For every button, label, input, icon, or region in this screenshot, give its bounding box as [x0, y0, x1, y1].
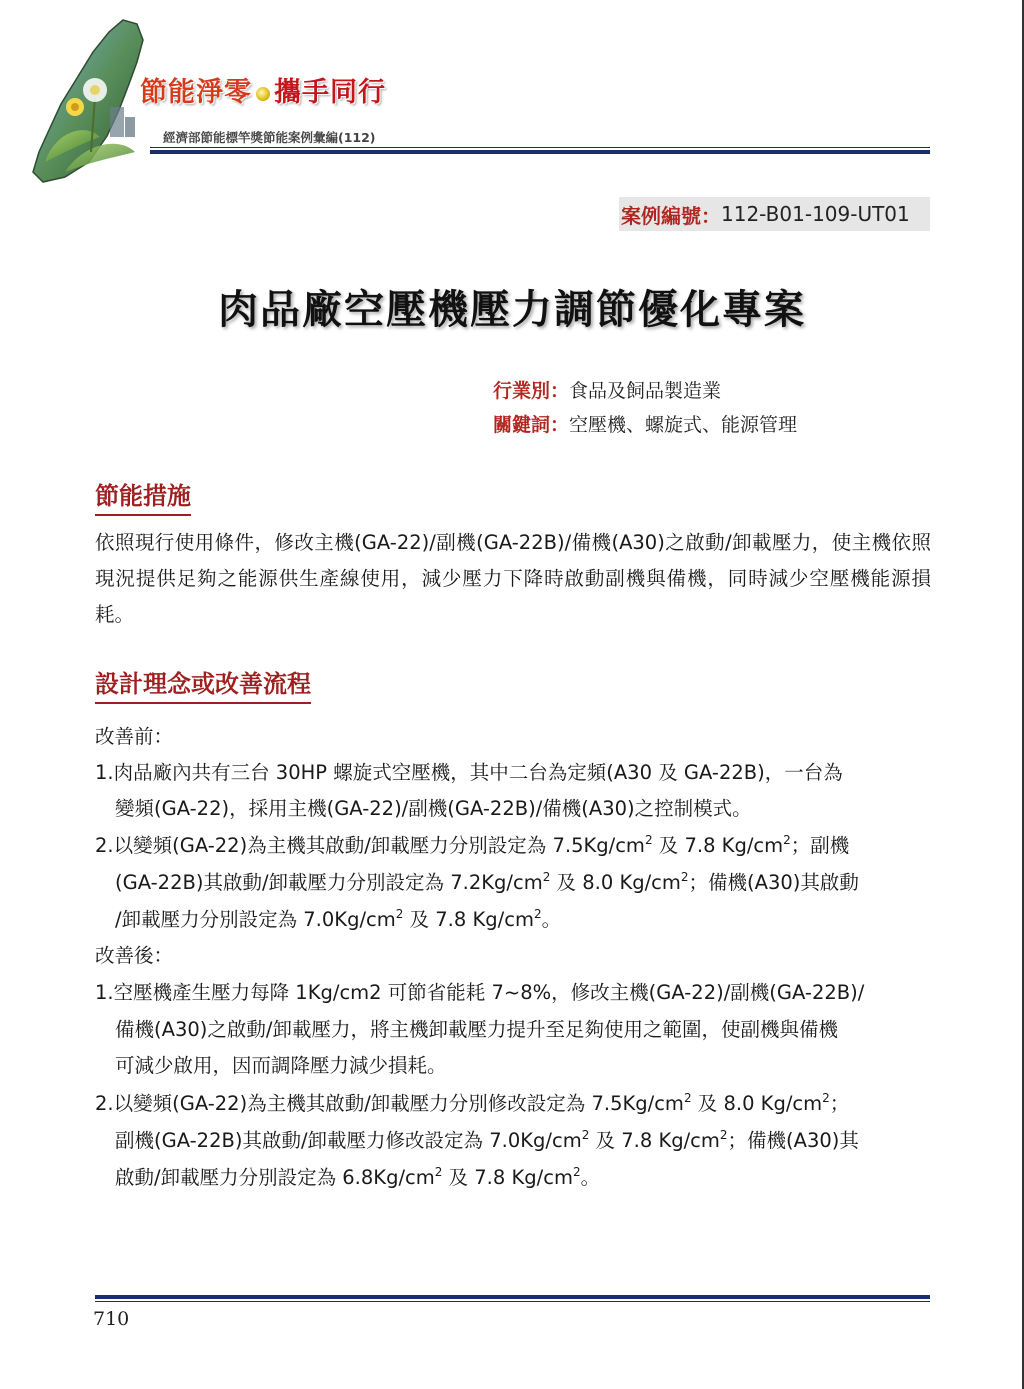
before-label: 改善前：: [95, 725, 174, 748]
text-span: 。: [541, 908, 562, 931]
after-item-1-line-2: 備機(A30)之啟動/卸載壓力，將主機卸載壓力提升至足夠使用之範圍，使副機與備機: [115, 1018, 838, 1041]
text-span: 及 8.0 Kg/cm: [550, 871, 681, 894]
text-span: 及 7.8 Kg/cm: [589, 1129, 720, 1152]
industry-row: [493, 376, 721, 403]
superscript: 2: [719, 1128, 728, 1142]
text-span: (GA-22B)其啟動/卸載壓力分別設定為 7.2Kg/cm: [115, 871, 543, 894]
text-span: 2.以變頻(GA-22)為主機其啟動/卸載壓力分別設定為 7.5Kg/cm: [95, 834, 645, 857]
page-title: 肉品廠空壓機壓力調節優化專案: [218, 287, 806, 333]
superscript: 2: [434, 1165, 443, 1179]
case-number-box: [619, 197, 930, 231]
measures-paragraph: 依照現行使用條件，修改主機(GA-22)/副機(GA-22B)/備機(A30)之啟動/卸載壓力，使主機依照現況提供足夠之能源供生產線使用，減少壓力下降時啟動副機與備機，同時減少空壓機能源損耗。: [95, 531, 931, 626]
footer-rule-thick: [95, 1295, 930, 1299]
keywords-label: 關鍵詞：: [493, 414, 570, 436]
header-rule-thin: [150, 147, 930, 148]
before-item-2-line-1: [95, 828, 849, 864]
superscript: 2: [644, 833, 653, 847]
before-item-1-line-2: 變頻(GA-22)，採用主機(GA-22)/副機(GA-22B)/備機(A30)之控制模式。: [115, 797, 752, 820]
header-slogan: [140, 70, 386, 109]
text-span: ；備機(A30)其: [727, 1129, 859, 1152]
superscript: 2: [680, 870, 689, 884]
after-item-2-line-2: [115, 1123, 859, 1159]
text-span: 2.以變頻(GA-22)為主機其啟動/卸載壓力分別修改設定為 7.5Kg/cm: [95, 1092, 684, 1115]
slogan-part1: 節能淨零: [140, 77, 252, 108]
header-subtitle: 經濟部節能標竿獎節能案例彙編(112): [163, 130, 376, 145]
text-span: /卸載壓力分別設定為 7.0Kg/cm: [115, 908, 396, 931]
after-label: 改善後：: [95, 944, 174, 967]
footer-rule-thin: [95, 1301, 930, 1302]
after-item-1-line-1: 1.空壓機產生壓力每降 1Kg/cm2 可節省能耗 7~8%，修改主機(GA-22)/副機(GA-22B)/: [95, 981, 865, 1004]
superscript: 2: [822, 1091, 830, 1105]
text-span: 及 7.8 Kg/cm: [442, 1166, 573, 1189]
page-number: 710: [93, 1308, 130, 1330]
before-item-2-line-2: [115, 865, 859, 901]
text-span: ；備機(A30)其啟動: [688, 871, 859, 894]
case-number-value: 112-B01-109-UT01: [721, 202, 910, 226]
text-span: ；副機: [790, 834, 850, 857]
text-span: 副機(GA-22B)其啟動/卸載壓力修改設定為 7.0Kg/cm: [115, 1129, 582, 1152]
industry-label: 行業別：: [493, 380, 570, 402]
before-item-1-line-1: 1.肉品廠內共有三台 30HP 螺旋式空壓機，其中二台為定頻(A30 及 GA-22B)，一台為: [95, 761, 843, 784]
sun-dot-icon: [256, 87, 270, 101]
superscript: 2: [783, 833, 791, 847]
text-span: ；: [829, 1092, 850, 1115]
after-item-1-line-3: 可減少啟用，因而調降壓力減少損耗。: [115, 1054, 447, 1077]
text-span: 啟動/卸載壓力分別設定為 6.8Kg/cm: [115, 1166, 435, 1189]
slogan-part2: 攜手同行: [274, 77, 386, 108]
superscript: 2: [572, 1165, 581, 1179]
superscript: 2: [683, 1091, 692, 1105]
text-span: 及 7.8 Kg/cm: [403, 908, 534, 931]
keywords-row: [493, 410, 797, 437]
header-rule-thick: [150, 150, 930, 154]
superscript: 2: [542, 870, 551, 884]
section-heading-measures: 節能措施: [95, 476, 191, 516]
superscript: 2: [533, 907, 542, 921]
text-span: 及 7.8 Kg/cm: [652, 834, 784, 857]
text-span: 。: [580, 1166, 601, 1189]
superscript: 2: [395, 907, 404, 921]
after-item-2-line-3: [115, 1160, 600, 1196]
before-item-2-line-3: [115, 902, 561, 938]
industry-value: 食品及飼品製造業: [569, 380, 722, 402]
keywords-value: 空壓機、螺旋式、能源管理: [569, 414, 798, 436]
case-number-label: 案例編號：: [621, 203, 721, 228]
after-item-2-line-1: [95, 1086, 849, 1122]
section-heading-process: 設計理念或改善流程: [95, 664, 311, 704]
superscript: 2: [581, 1128, 590, 1142]
text-span: 及 8.0 Kg/cm: [691, 1092, 823, 1115]
